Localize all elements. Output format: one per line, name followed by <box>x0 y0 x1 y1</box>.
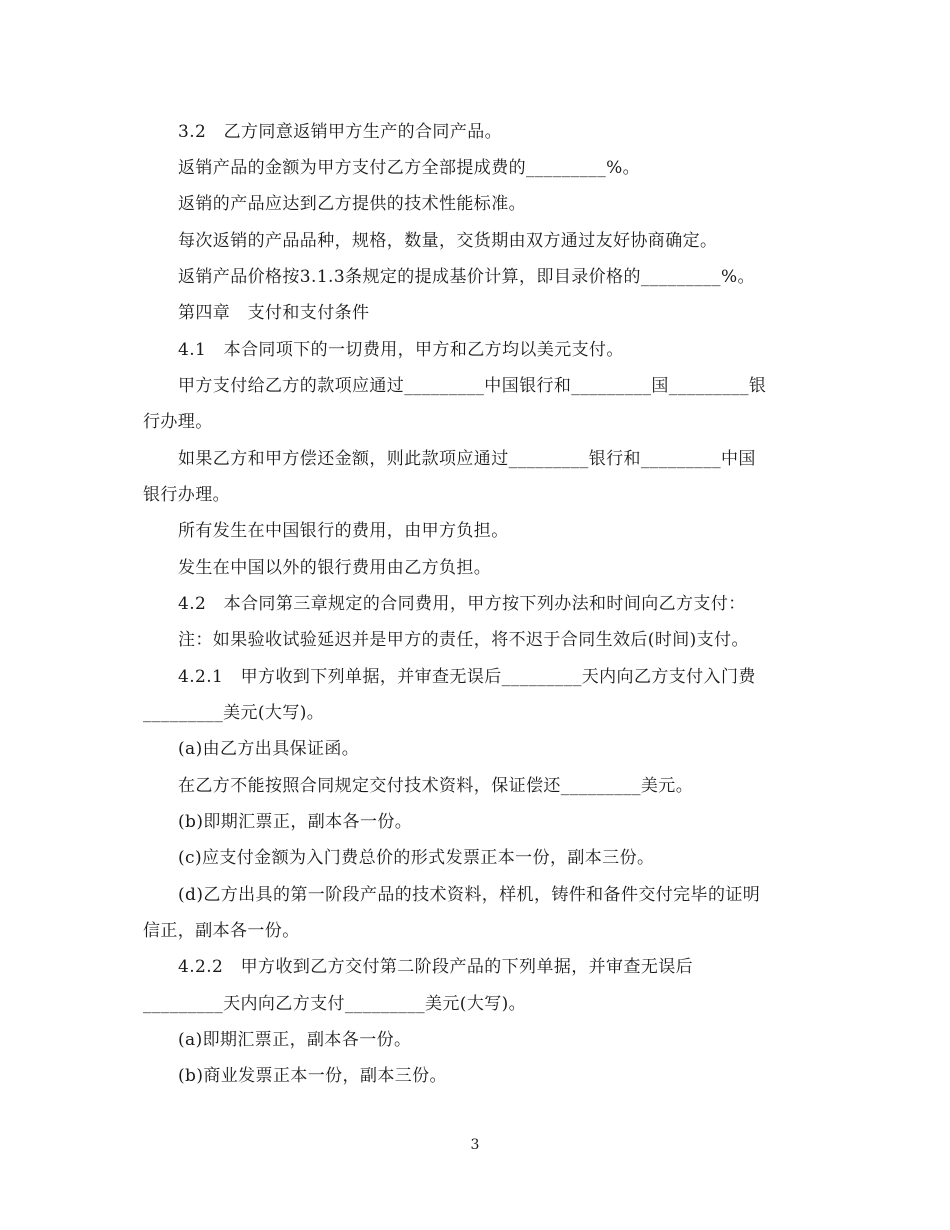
paragraph: 发生在中国以外的银行费用由乙方负担。 <box>178 558 492 578</box>
paragraph: 返销产品价格按3.1.3条规定的提成基价计算，即目录价格的_________%。 <box>178 267 755 287</box>
paragraph: 所有发生在中国银行的费用，由甲方负担。 <box>178 521 509 541</box>
list-item: (b)商业发票正本一份，副本三份。 <box>178 1066 447 1086</box>
paragraph: 返销的产品应达到乙方提供的技术性能标准。 <box>178 194 526 214</box>
paragraph-continuation: _________天内向乙方支付_________美元(大写)。 <box>143 994 527 1014</box>
paragraph: 在乙方不能按照合同规定交付技术资料，保证偿还_________美元。 <box>178 776 694 796</box>
list-item: (b)即期汇票正，副本各一份。 <box>178 812 413 832</box>
clause-4-2: 4.2 本合同第三章规定的合同费用，甲方按下列办法和时间向乙方支付： <box>178 594 746 614</box>
page-number: 3 <box>470 1137 480 1153</box>
paragraph-continuation: _________美元(大写)。 <box>143 703 325 723</box>
paragraph-continuation: 信正，副本各一份。 <box>143 921 300 941</box>
list-item: (a)由乙方出具保证函。 <box>178 739 360 759</box>
clause-3-2: 3.2 乙方同意返销甲方生产的合同产品。 <box>178 122 503 142</box>
chapter-heading: 第四章 支付和支付条件 <box>178 303 370 323</box>
paragraph: 如果乙方和甲方偿还金额，则此款项应通过_________银行和_________中国 <box>178 449 756 469</box>
list-item: (c)应支付金额为入门费总价的形式发票正本一份，副本三份。 <box>178 848 655 868</box>
paragraph-continuation: 银行办理。 <box>143 485 230 505</box>
note: 注：如果验收试验延迟并是甲方的责任，将不迟于合同生效后(时间)支付。 <box>178 630 749 650</box>
clause-4-2-2: 4.2.2 甲方收到乙方交付第二阶段产品的下列单据，并审查无误后 <box>178 957 694 977</box>
paragraph: 返销产品的金额为甲方支付乙方全部提成费的_________%。 <box>178 158 641 178</box>
list-item: (a)即期汇票正，副本各一份。 <box>178 1030 412 1050</box>
paragraph: 甲方支付给乙方的款项应通过_________中国银行和_________国_________银 <box>178 376 767 396</box>
paragraph-continuation: 行办理。 <box>143 412 213 432</box>
clause-4-1: 4.1 本合同项下的一切费用，甲方和乙方均以美元支付。 <box>178 340 624 360</box>
clause-4-2-1: 4.2.1 甲方收到下列单据，并审查无误后_________天内向乙方支付入门费 <box>178 667 756 687</box>
list-item: (d)乙方出具的第一阶段产品的技术资料，样机，铸件和备件交付完毕的证明 <box>178 885 761 905</box>
paragraph: 每次返销的产品品种，规格，数量，交货期由双方通过友好协商确定。 <box>178 231 718 251</box>
